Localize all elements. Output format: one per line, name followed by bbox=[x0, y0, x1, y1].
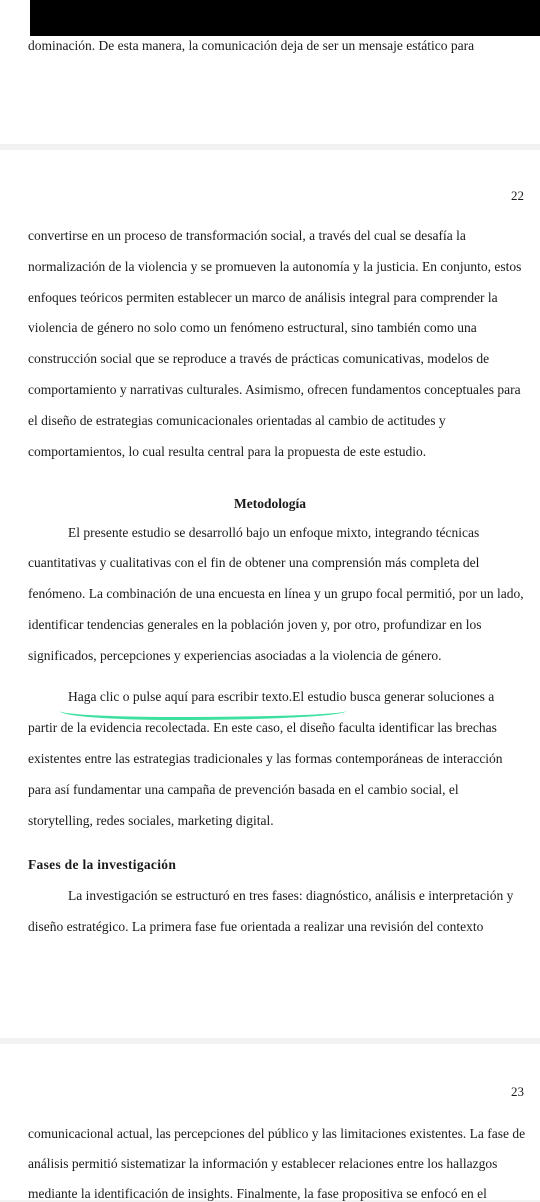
text-line: comunicacional actual, las percepciones del público y las limitaciones existentes. La fase de bbox=[28, 1126, 526, 1141]
text-line: análisis permitió sistematizar la información y establecer relaciones entre los hallazgos bbox=[28, 1156, 498, 1171]
subsection-heading: Fases de la investigación bbox=[28, 857, 177, 872]
text-line: el diseño de estrategias comunicacionales orientadas al cambio de actitudes y bbox=[28, 413, 446, 428]
text-line: La investigación se estructuró en tres fases: diagnóstico, análisis e interpretación y bbox=[68, 888, 514, 903]
highlight-underline bbox=[60, 711, 346, 720]
document-page-21 bbox=[0, 36, 540, 144]
text-line: existentes entre las estrategias tradicionales y las formas contemporáneas de interacción bbox=[28, 751, 503, 766]
document-page-22 bbox=[0, 150, 540, 1038]
document-page-23 bbox=[0, 1044, 540, 1200]
text-line: mediante la identificación de insights. Finalmente, la fase propositiva se enfocó en el bbox=[28, 1186, 487, 1201]
text-line: identificar tendencias generales en la población joven y, por otro, profundizar en los bbox=[28, 617, 482, 632]
text-line: diseño estratégico. La primera fase fue orientada a realizar una revisión del contexto bbox=[28, 919, 484, 934]
text-line: comportamiento y narrativas culturales. Asimismo, ofrecen fundamentos conceptuales para bbox=[28, 382, 521, 397]
status-bar-blackout bbox=[30, 0, 540, 36]
text-line: dominación. De esta manera, la comunicación deja de ser un mensaje estático para bbox=[28, 38, 475, 53]
text-line: storytelling, redes sociales, marketing digital. bbox=[28, 813, 274, 828]
text-line: para así fundamentar una campaña de prevención basada en el cambio social, el bbox=[28, 782, 459, 797]
section-heading: Metodología bbox=[234, 496, 306, 511]
text-line: El presente estudio se desarrolló bajo un enfoque mixto, integrando técnicas bbox=[68, 525, 480, 540]
text-line: fenómeno. La combinación de una encuesta en línea y un grupo focal permitió, por un lado, bbox=[28, 586, 524, 601]
text-line: significados, percepciones y experiencias asociadas a la violencia de género. bbox=[28, 648, 442, 663]
text-line: normalización de la violencia y se promueven la autonomía y la justicia. En conjunto, estos bbox=[28, 259, 522, 274]
text-line: enfoques teóricos permiten establecer un marco de análisis integral para comprender la bbox=[28, 290, 498, 305]
text-line: construcción social que se reproduce a través de prácticas comunicativas, modelos de bbox=[28, 351, 490, 366]
text-line: comportamientos, lo cual resulta central para la propuesta de este estudio. bbox=[28, 444, 427, 459]
page-number: 22 bbox=[511, 188, 524, 203]
text-line: convertirse en un proceso de transformación social, a través del cual se desafía la bbox=[28, 228, 466, 243]
text-line-placeholder[interactable]: Haga clic o pulse aquí para escribir texto.El estudio busca generar soluciones a bbox=[68, 689, 495, 704]
page-number: 23 bbox=[511, 1084, 524, 1099]
text-line: partir de la evidencia recolectada. En este caso, el diseño faculta identificar las brechas bbox=[28, 720, 497, 735]
status-bar bbox=[0, 0, 540, 36]
text-line: violencia de género no solo como un fenómeno estructural, sino también como una bbox=[28, 320, 477, 335]
text-line: cuantitativas y cualitativas con el fin de obtener una comprensión más completa del bbox=[28, 555, 480, 570]
